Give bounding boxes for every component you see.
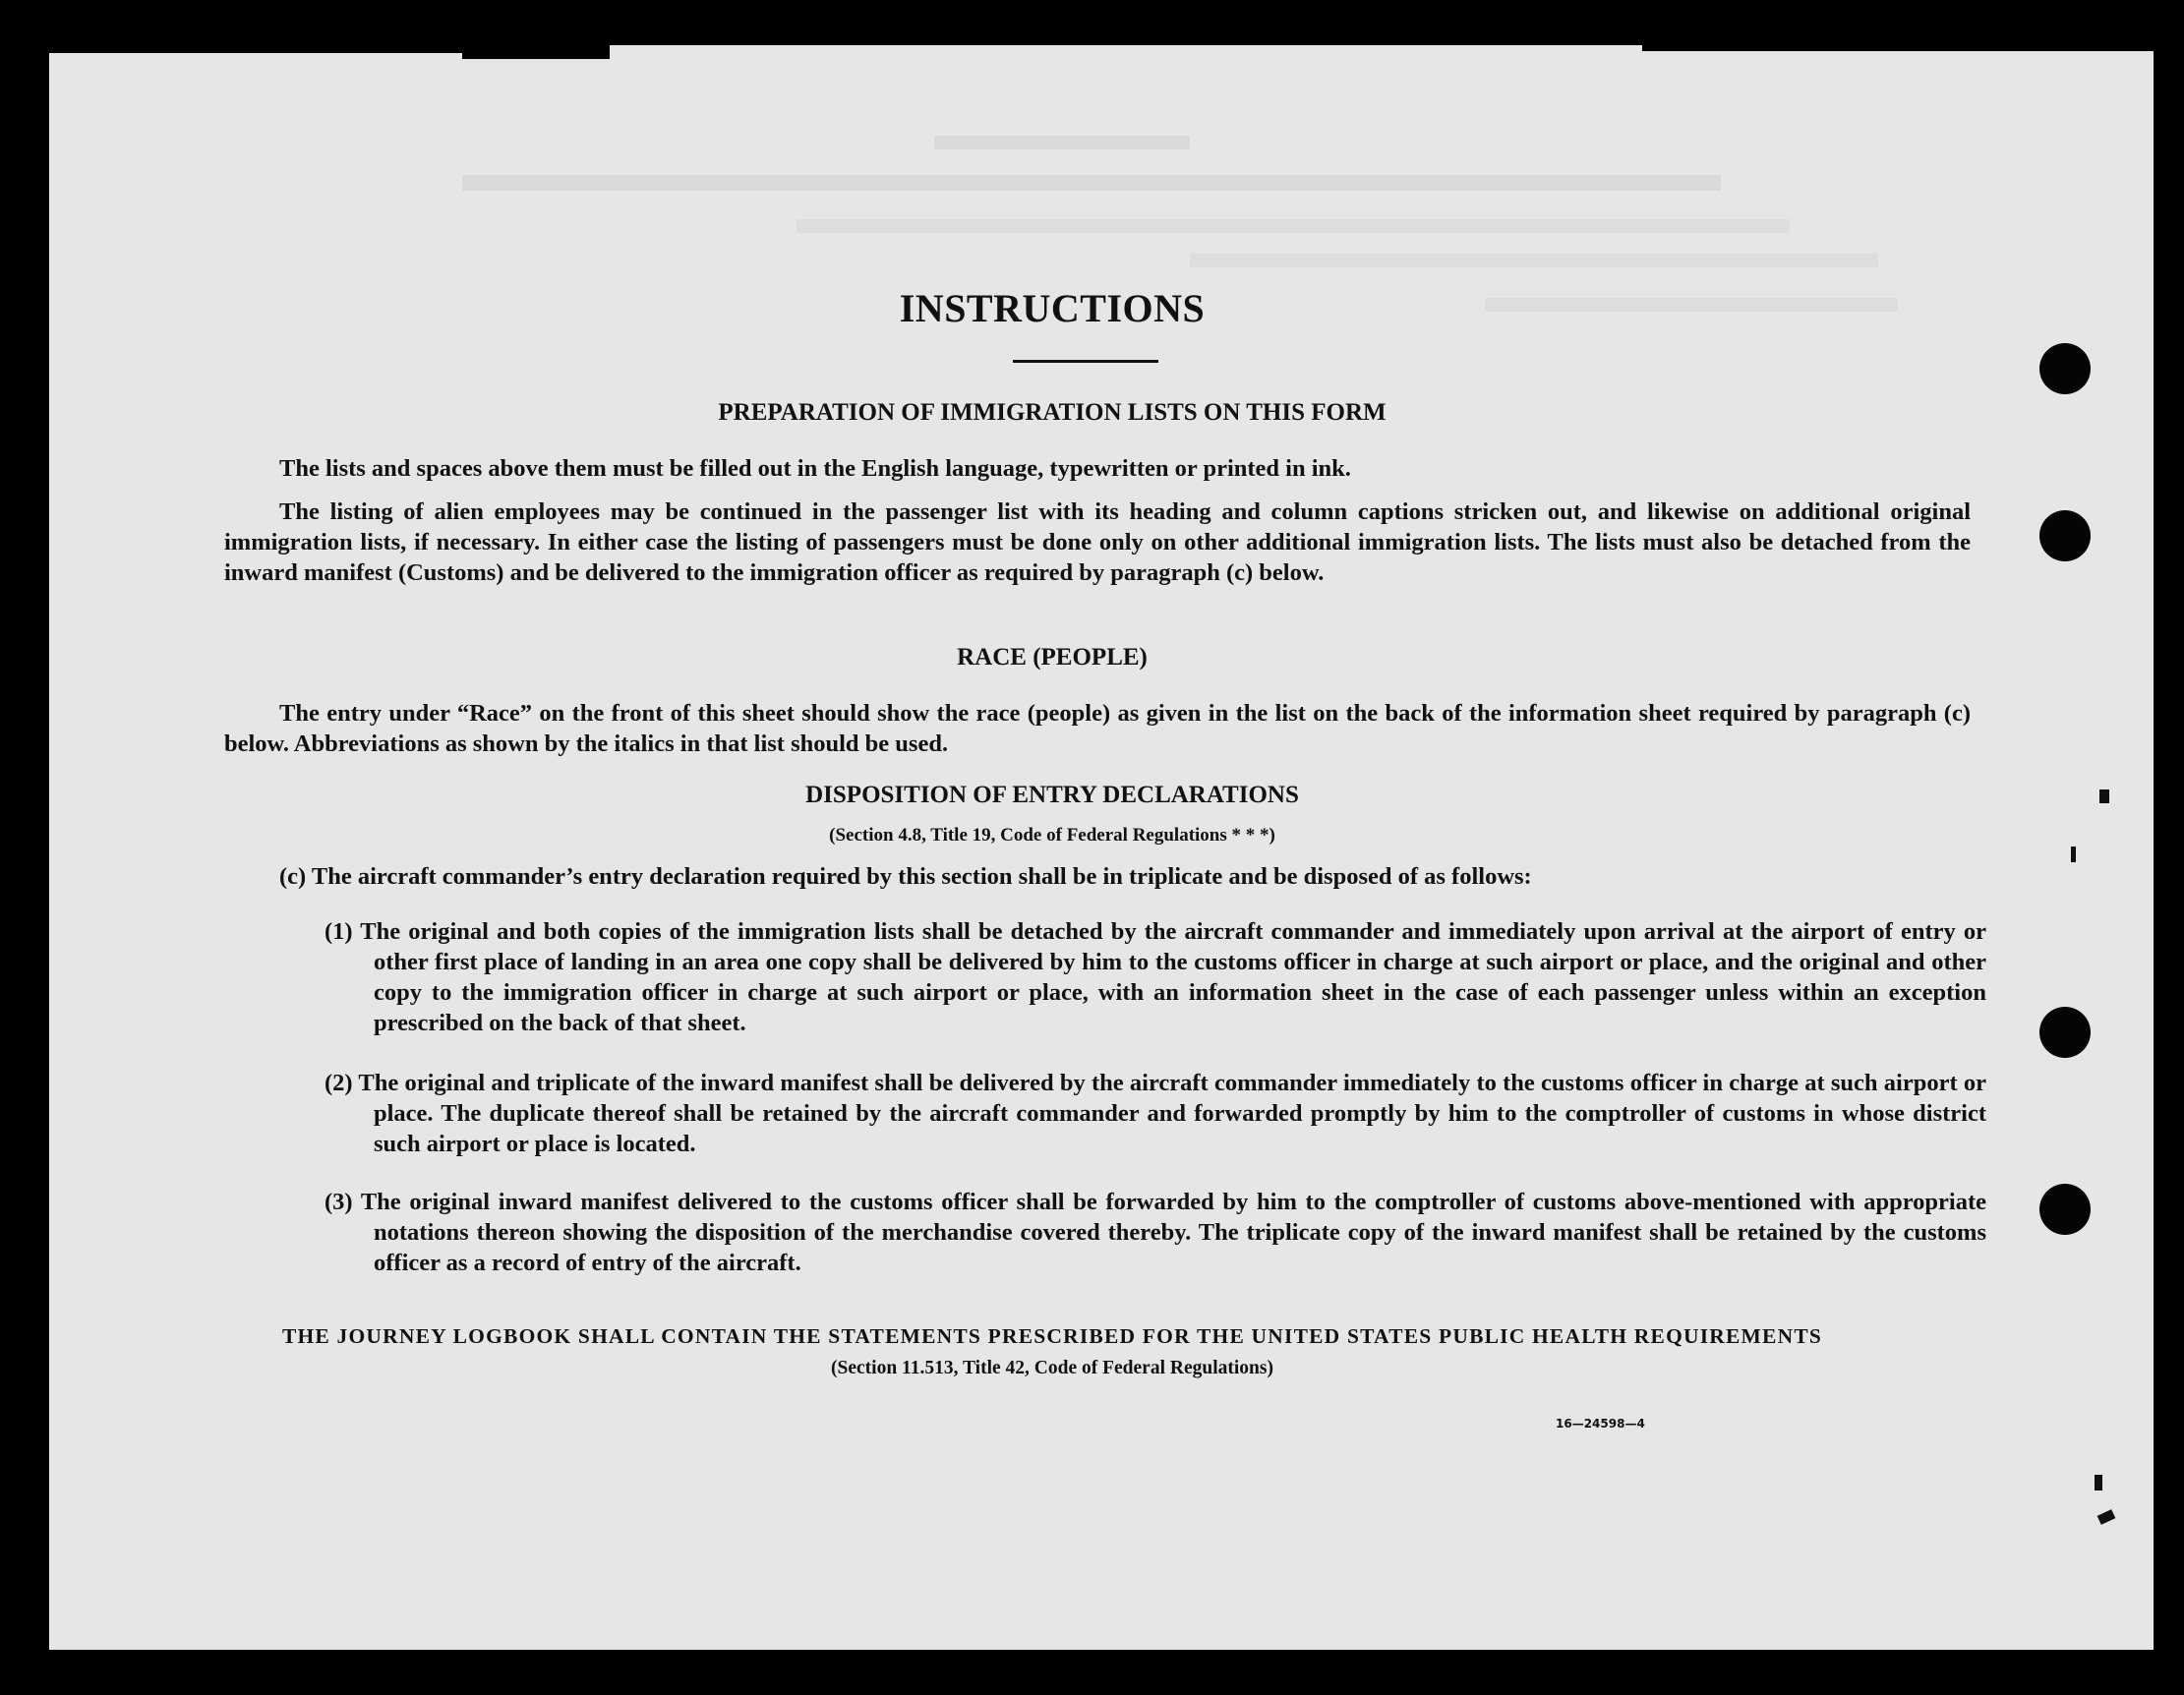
document-page	[49, 37, 2154, 1650]
footer-citation: (Section 11.513, Title 42, Code of Federal Regulations)	[831, 1358, 1273, 1378]
footer-caption: THE JOURNEY LOGBOOK SHALL CONTAIN THE STATEMENTS PRESCRIBED FOR THE UNITED STATES PUBLIC HEALTH REQUIREMENTS	[281, 1324, 1823, 1348]
show-through	[797, 219, 1790, 233]
page-title: INSTRUCTIONS	[899, 286, 1206, 330]
section-heading-race: RACE (PEOPLE)	[957, 644, 1148, 671]
punch-hole	[2039, 1007, 2091, 1058]
list-item-3: (3) The original inward manifest delivered to the customs officer shall be forwarded by him to the comptroller of customs above-mentioned with appropriate notations thereon showing the disposition of the merchandise covered thereby. The triplicate copy of the inward manifest shall be retained by the customs officer as a record of entry of the aircraft.	[325, 1189, 1986, 1276]
paragraph-english-language: The lists and spaces above them must be filled out in the English language, typewritten or printed in ink.	[279, 455, 1351, 482]
list-item-1: (1) The original and both copies of the immigration lists shall be detached by the aircraft commander and immediately upon arrival at the airport of entry or other first place of landing in an area one copy shall be delivered by him to the customs officer in charge at such airport or place, and the original and other copy to the immigration officer in charge at such airport or place, with an information sheet in the case of each passenger unless within an exception prescribed on the back of that sheet.	[325, 918, 1986, 1036]
section-heading-preparation: PREPARATION OF IMMIGRATION LISTS ON THIS FORM	[718, 399, 1387, 426]
speck	[2071, 847, 2076, 862]
torn-edge	[49, 37, 462, 53]
punch-hole	[2039, 510, 2091, 561]
title-rule	[1013, 360, 1158, 363]
show-through	[934, 136, 1190, 149]
section-heading-disposition: DISPOSITION OF ENTRY DECLARATIONS	[805, 782, 1299, 808]
speck	[2097, 1509, 2116, 1525]
speck	[2095, 1475, 2102, 1490]
paragraph-c-intro: (c) The aircraft commander’s entry declaration required by this section shall be in triplicate and be disposed of as follows:	[279, 863, 1532, 890]
paragraph-race-entry: The entry under “Race” on the front of this sheet should show the race (people) as given in the list on the back of the information sheet required by paragraph (c) below. Abbreviations as shown by the italics in that list should be used.	[224, 700, 1971, 757]
torn-edge	[1642, 37, 2154, 51]
torn-edge	[610, 37, 1642, 45]
form-number: 16—24598—4	[1556, 1417, 1645, 1431]
section-citation: (Section 4.8, Title 19, Code of Federal Regulations * * *)	[829, 825, 1275, 846]
punch-hole	[2039, 1184, 2091, 1235]
show-through	[1190, 254, 1878, 267]
list-item-2: (2) The original and triplicate of the inward manifest shall be delivered by the aircraft commander immediately to the customs officer in charge at such airport or place. The duplicate thereof shall be retained by the aircraft commander and forwarded promptly by him to the comptroller of customs in whose district such airport or place is located.	[325, 1070, 1986, 1157]
torn-edge	[462, 37, 610, 59]
paragraph-alien-employees: The listing of alien employees may be continued in the passenger list with its heading and column captions stricken out, and likewise on additional original immigration lists, if necessary. In either case the listing of passengers must be done only on other additional immigration lists. The lists must also be detached from the inward manifest (Customs) and be delivered to the immigration officer as required by paragraph (c) below.	[224, 498, 1971, 586]
speck	[2099, 789, 2109, 803]
punch-hole	[2039, 343, 2091, 394]
show-through	[462, 175, 1721, 191]
